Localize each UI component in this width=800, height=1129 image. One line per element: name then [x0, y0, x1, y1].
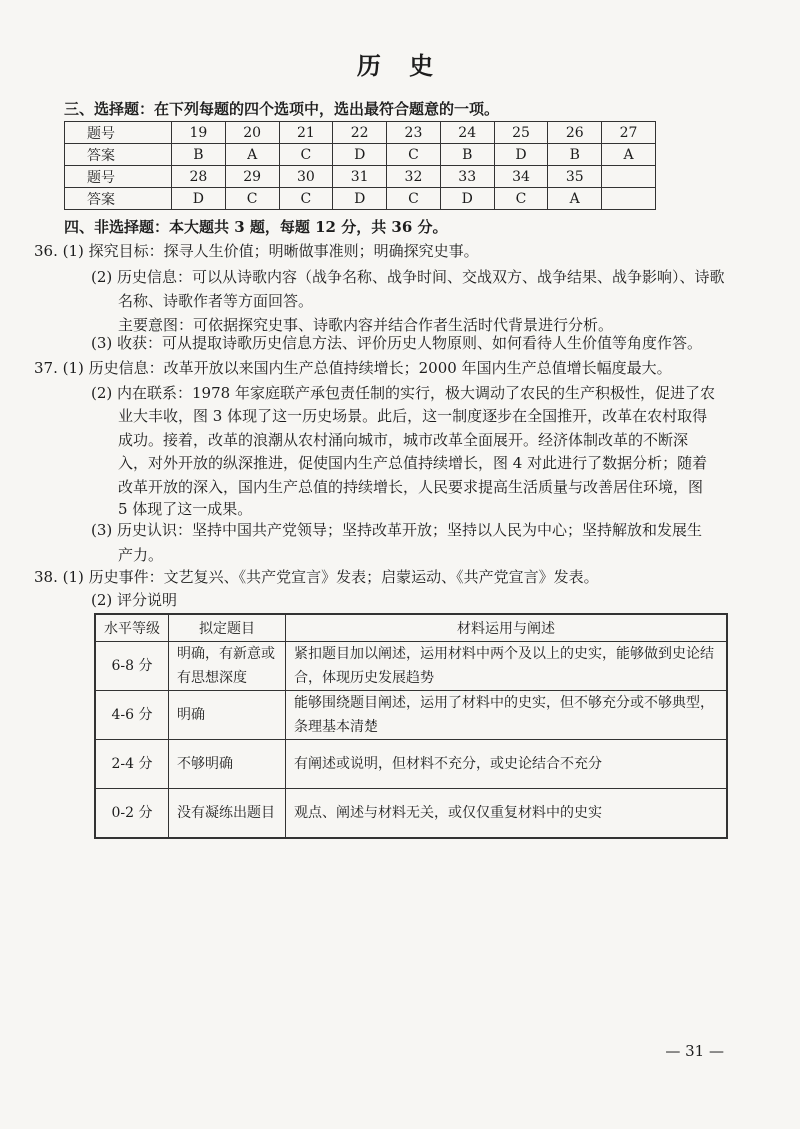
table-header-row [95, 614, 727, 642]
table-row [65, 122, 656, 144]
answer-cell: C [494, 188, 548, 210]
row-label: 题号 [65, 122, 172, 144]
answer-cell: D [333, 144, 387, 166]
question-number: 29 [225, 166, 279, 188]
question-number: 26 [548, 122, 602, 144]
title-criterion-cell: 没有凝练出题目 [169, 789, 286, 839]
scoring-rubric-table [94, 613, 728, 839]
title-criterion-cell: 不够明确 [169, 740, 286, 789]
question-number: 19 [172, 122, 226, 144]
q37-line-4: 成功。接着，改革的浪潮从农村涌向城市，城市改革全面展开。经济体制改革的不断深 [118, 431, 689, 449]
question-number: 30 [279, 166, 333, 188]
table-row [65, 144, 656, 166]
answer-cell: B [548, 144, 602, 166]
answer-cell: A [548, 188, 602, 210]
column-header: 水平等级 [95, 614, 169, 642]
answer-cell [602, 188, 656, 210]
level-cell: 2-4 分 [95, 740, 169, 789]
answer-cell: C [225, 188, 279, 210]
table-row [95, 740, 727, 789]
q37-line-7: 5 体现了这一成果。 [118, 500, 253, 518]
answer-cell: D [440, 188, 494, 210]
q37-line-5: 入，对外开放的纵深推进，促使国内生产总值持续增长，图 4 对此进行了数据分析；随着 [118, 454, 708, 472]
answer-cell: D [172, 188, 226, 210]
row-label: 答案 [65, 144, 172, 166]
answer-cell: C [387, 188, 441, 210]
page-number: — 31 — [665, 1042, 724, 1060]
q36-line-5: (3) 收获：可从提取诗歌历史信息方法、评价历史人物原则、如何看待人生价值等角度作答。 [91, 334, 703, 352]
row-label: 题号 [65, 166, 172, 188]
section-4-heading: 四、非选择题：本大题共 3 题，每题 12 分，共 36 分。 [64, 218, 448, 236]
q38-line-1: 38. (1) 历史事件：文艺复兴、《共产党宣言》发表；启蒙运动、《共产党宣言》发表。 [34, 568, 599, 586]
section-3-heading: 三、选择题：在下列每题的四个选项中，选出最符合题意的一项。 [64, 100, 500, 118]
column-header: 拟定题目 [169, 614, 286, 642]
q36-line-4: 主要意图：可依据探究史事、诗歌内容并结合作者生活时代背景进行分析。 [118, 316, 614, 334]
q37-line-8: (3) 历史认识：坚持中国共产党领导；坚持改革开放；坚持以人民为中心；坚持解放和发展生 [91, 521, 703, 539]
material-criterion-cell: 紧扣题目加以阐述，运用材料中两个及以上的史实，能够做到史论结合，体现历史发展趋势 [286, 642, 728, 691]
question-number: 27 [602, 122, 656, 144]
column-header: 材料运用与阐述 [286, 614, 728, 642]
answer-cell: C [279, 144, 333, 166]
answer-cell: A [602, 144, 656, 166]
material-criterion-cell: 能够围绕题目阐述，运用了材料中的史实，但不够充分或不够典型，条理基本清楚 [286, 691, 728, 740]
table-row [95, 789, 727, 839]
level-cell: 0-2 分 [95, 789, 169, 839]
question-number: 25 [494, 122, 548, 144]
question-number: 21 [279, 122, 333, 144]
title-criterion-cell: 明确 [169, 691, 286, 740]
question-number: 28 [172, 166, 226, 188]
answer-cell: C [387, 144, 441, 166]
table-row [95, 691, 727, 740]
q37-line-2: (2) 内在联系：1978 年家庭联产承包责任制的实行，极大调动了农民的生产积极性，促进了农 [91, 384, 715, 402]
question-number [602, 166, 656, 188]
question-number: 20 [225, 122, 279, 144]
question-number: 24 [440, 122, 494, 144]
choice-answer-table [64, 121, 656, 210]
answer-cell: D [494, 144, 548, 166]
page-title: 历 史 [356, 51, 444, 80]
table-row [95, 642, 727, 691]
q36-line-3: 名称、诗歌作者等方面回答。 [118, 292, 314, 310]
q37-line-9: 产力。 [118, 546, 164, 564]
title-criterion-cell: 明确，有新意或有思想深度 [169, 642, 286, 691]
question-number: 31 [333, 166, 387, 188]
q38-line-2: (2) 评分说明 [91, 591, 178, 609]
material-criterion-cell: 有阐述或说明，但材料不充分，或史论结合不充分 [286, 740, 728, 789]
q37-line-1: 37. (1) 历史信息：改革开放以来国内生产总值持续增长；2000 年国内生产总值增长幅度最大。 [34, 359, 672, 377]
q36-line-2: (2) 历史信息：可以从诗歌内容（战争名称、战争时间、交战双方、战争结果、战争影响）、诗歌 [91, 268, 725, 286]
level-cell: 6-8 分 [95, 642, 169, 691]
table-row [65, 188, 656, 210]
q37-line-6: 改革开放的深入，国内生产总值的持续增长，人民要求提高生活质量与改善居住环境，图 [118, 478, 704, 496]
table-row [65, 166, 656, 188]
material-criterion-cell: 观点、阐述与材料无关，或仅仅重复材料中的史实 [286, 789, 728, 839]
question-number: 32 [387, 166, 441, 188]
question-number: 22 [333, 122, 387, 144]
question-number: 34 [494, 166, 548, 188]
q37-line-3: 业大丰收，图 3 体现了这一历史场景。此后，这一制度逐步在全国推开，改革在农村取得 [118, 407, 708, 425]
row-label: 答案 [65, 188, 172, 210]
answer-cell: A [225, 144, 279, 166]
question-number: 33 [440, 166, 494, 188]
answer-cell: B [172, 144, 226, 166]
answer-cell: D [333, 188, 387, 210]
answer-cell: C [279, 188, 333, 210]
q36-line-1: 36. (1) 探究目标：探寻人生价值；明晰做事准则；明确探究史事。 [34, 242, 479, 260]
level-cell: 4-6 分 [95, 691, 169, 740]
answer-cell: B [440, 144, 494, 166]
question-number: 35 [548, 166, 602, 188]
question-number: 23 [387, 122, 441, 144]
